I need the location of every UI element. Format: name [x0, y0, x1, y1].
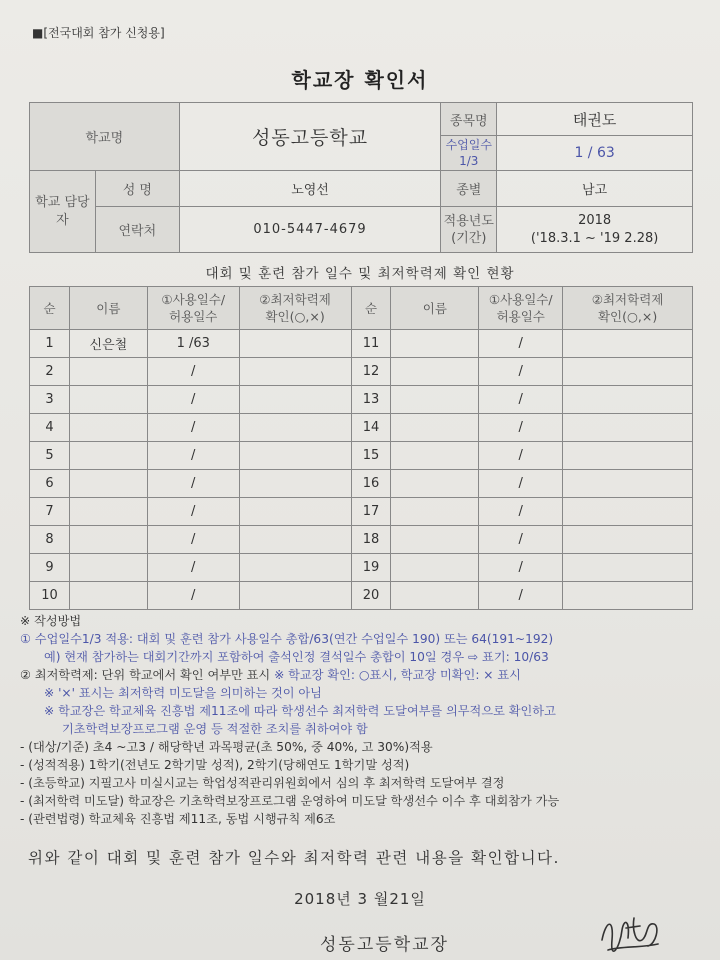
row-days: /: [147, 414, 239, 442]
detail-5: - (관련법령) 학교체육 진흥법 제11조, 동법 시행규칙 제6조: [20, 812, 336, 826]
table-row: [30, 582, 693, 610]
table-row: [30, 358, 693, 386]
header-days-line2: 허용일수: [169, 309, 218, 324]
header-name: 이름: [69, 287, 147, 330]
row-name: [69, 386, 147, 414]
row-no-right: 12: [351, 358, 391, 386]
note-1a: ① 수업일수1/3 적용: 대회 및 훈련 참가 사용일수 총합/63(연간 수업일수 190) 또는 64(191~192): [20, 632, 554, 646]
row-name-right: [391, 470, 479, 498]
row-grade-right: [563, 330, 693, 358]
event-label: 종목명: [441, 103, 497, 136]
note-2b: ※ '×' 표시는 최저학력 미도달을 의미하는 것이 아님: [44, 686, 322, 700]
detail-2: - (성적적용) 1학기(전년도 2학기말 성적), 2학기(당해연도 1학기말 성적): [20, 758, 410, 772]
row-grade: [239, 442, 351, 470]
detail-4: - (최저학력 미도달) 학교장은 기초학력보장프로그램 운영하여 미도달 학생선수 이수 후 대회참가 가능: [20, 794, 560, 808]
row-grade-right: [563, 526, 693, 554]
issue-date: 2018년 3 월21일: [294, 890, 426, 908]
row-days: /: [147, 582, 239, 610]
row-days-right: /: [479, 442, 563, 470]
table-row: [30, 386, 693, 414]
confirmation-statement: 위와 같이 대회 및 훈련 참가 일수와 최저학력 관련 내용을 확인합니다.: [28, 849, 560, 867]
row-name: [69, 470, 147, 498]
header-days-right: [479, 287, 563, 330]
row-days-right: /: [479, 470, 563, 498]
table-row: [30, 498, 693, 526]
signature-icon: [596, 910, 664, 956]
manager-name-label: 성 명: [95, 171, 179, 207]
row-name-right: [391, 582, 479, 610]
row-days: /: [147, 442, 239, 470]
row-grade: [239, 554, 351, 582]
row-name: [69, 442, 147, 470]
detail-3: - (초등학교) 지필고사 미실시교는 학업성적관리위원회에서 심의 후 최저학력 도달여부 결정: [20, 776, 505, 790]
apply-year-label: 적용년도 (기간): [441, 207, 497, 253]
row-name-right: [391, 414, 479, 442]
row-name-right: [391, 442, 479, 470]
row-days-right: /: [479, 526, 563, 554]
row-days-right: /: [479, 582, 563, 610]
row-no: 3: [30, 386, 70, 414]
detail-1: - (대상/기준) 초4 ~고3 / 해당학년 과목평균(초 50%, 중 40%, 고 30%)적용: [20, 740, 433, 754]
school-info-table: [29, 102, 693, 253]
row-name: 신은철: [69, 330, 147, 358]
apply-year-cell: [497, 207, 693, 253]
header-days-right-line2: 허용일수: [496, 309, 545, 324]
row-days-right: /: [479, 498, 563, 526]
row-no-right: 11: [351, 330, 391, 358]
table-row: [30, 470, 693, 498]
header-days-right-line1: ①사용일수/: [488, 292, 553, 307]
row-grade-right: [563, 386, 693, 414]
row-no-right: 19: [351, 554, 391, 582]
row-name-right: [391, 386, 479, 414]
row-days: /: [147, 554, 239, 582]
row-no-right: 20: [351, 582, 391, 610]
header-no-right: 순: [351, 287, 391, 330]
row-grade: [239, 358, 351, 386]
row-grade: [239, 386, 351, 414]
participation-table: [29, 286, 693, 610]
row-no: 4: [30, 414, 70, 442]
row-no-right: 15: [351, 442, 391, 470]
row-name-right: [391, 358, 479, 386]
row-grade: [239, 582, 351, 610]
row-name: [69, 554, 147, 582]
manager-label: 학교 담당자: [30, 171, 96, 253]
gender-value: 남고: [497, 171, 693, 207]
school-days-label: 수업일수 1/3: [441, 136, 497, 171]
row-grade: [239, 498, 351, 526]
table-row: [30, 526, 693, 554]
row-grade-right: [563, 582, 693, 610]
row-days: /: [147, 498, 239, 526]
row-days: /: [147, 470, 239, 498]
row-no-right: 13: [351, 386, 391, 414]
row-days: 1 /63: [147, 330, 239, 358]
row-no-right: 18: [351, 526, 391, 554]
note-2a-blue: ※ 학교장 확인: ○표시, 학교장 미확인: × 표시: [274, 668, 521, 682]
row-no-right: 16: [351, 470, 391, 498]
header-name-right: 이름: [391, 287, 479, 330]
header-days: [147, 287, 239, 330]
row-days: /: [147, 526, 239, 554]
row-no: 9: [30, 554, 70, 582]
manager-name-value: 노영선: [179, 171, 441, 207]
row-name: [69, 498, 147, 526]
table-row: [30, 442, 693, 470]
row-days-right: /: [479, 358, 563, 386]
row-name-right: [391, 330, 479, 358]
school-days-value: 1 / 63: [497, 136, 693, 171]
note-2c: ※ 학교장은 학교체육 진흥법 제11조에 따라 학생선수 최저학력 도달여부를 의무적으로 확인하고: [44, 704, 556, 718]
notes-heading: ※ 작성방법: [20, 614, 82, 628]
apply-year-period: ('18.3.1 ~ '19 2.28): [530, 230, 659, 246]
form-tag: ■[전국대회 참가 신청용]: [32, 26, 165, 40]
row-name-right: [391, 526, 479, 554]
page-title: 학교장 확인서: [291, 68, 429, 92]
row-days-right: /: [479, 386, 563, 414]
row-grade: [239, 330, 351, 358]
status-title: 대회 및 훈련 참가 일수 및 최저학력제 확인 현황: [205, 266, 515, 282]
event-value: 태권도: [497, 103, 693, 136]
row-days-right: /: [479, 414, 563, 442]
gender-label: 종별: [441, 171, 497, 207]
row-grade: [239, 470, 351, 498]
row-no: 7: [30, 498, 70, 526]
contact-label: 연락처: [95, 207, 179, 253]
school-name-label: 학교명: [30, 103, 180, 171]
note-2a-line: [20, 666, 700, 684]
row-no: 5: [30, 442, 70, 470]
row-no: 8: [30, 526, 70, 554]
row-grade-right: [563, 442, 693, 470]
row-grade-right: [563, 358, 693, 386]
row-days: /: [147, 358, 239, 386]
row-grade-right: [563, 414, 693, 442]
principal-name: 성동고등학교장: [320, 935, 449, 955]
apply-year-value: 2018: [578, 212, 612, 228]
row-days-right: /: [479, 330, 563, 358]
note-1b: 예) 현재 참가하는 대회기간까지 포함하여 출석인정 결석일수 총합이 10일 경우 ⇨ 표기: 10/63: [44, 650, 549, 664]
row-no-right: 14: [351, 414, 391, 442]
table-row: [30, 414, 693, 442]
table-row: [30, 554, 693, 582]
header-grade-right: [563, 287, 693, 330]
note-2a: ② 최저학력제: 단위 학교에서 확인 여부만 표시: [20, 668, 271, 682]
row-grade: [239, 414, 351, 442]
row-name: [69, 526, 147, 554]
row-no: 10: [30, 582, 70, 610]
row-no-right: 17: [351, 498, 391, 526]
row-grade-right: [563, 498, 693, 526]
row-days: /: [147, 386, 239, 414]
table-body: [30, 330, 693, 610]
header-grade-right-line1: ②최저학력제: [591, 292, 664, 307]
row-no: 6: [30, 470, 70, 498]
header-days-line1: ①사용일수/: [161, 292, 226, 307]
row-grade-right: [563, 470, 693, 498]
contact-value: 010-5447-4679: [179, 207, 441, 253]
school-name-value: 성동고등학교: [179, 103, 441, 171]
row-name: [69, 414, 147, 442]
row-name-right: [391, 554, 479, 582]
header-grade: [239, 287, 351, 330]
header-grade-line2: 확인(○,×): [265, 309, 325, 324]
instructions: [20, 612, 700, 828]
row-name-right: [391, 498, 479, 526]
table-header-row: [30, 287, 693, 330]
row-days-right: /: [479, 554, 563, 582]
header-grade-right-line2: 확인(○,×): [597, 309, 658, 324]
note-2d: 기초학력보장프로그램 운영 등 적절한 조치를 취하여야 함: [62, 722, 368, 736]
row-no: 1: [30, 330, 70, 358]
table-row: [30, 330, 693, 358]
row-grade-right: [563, 554, 693, 582]
row-name: [69, 582, 147, 610]
row-grade: [239, 526, 351, 554]
row-name: [69, 358, 147, 386]
header-grade-line1: ②최저학력제: [259, 292, 331, 307]
header-no: 순: [30, 287, 70, 330]
row-no: 2: [30, 358, 70, 386]
